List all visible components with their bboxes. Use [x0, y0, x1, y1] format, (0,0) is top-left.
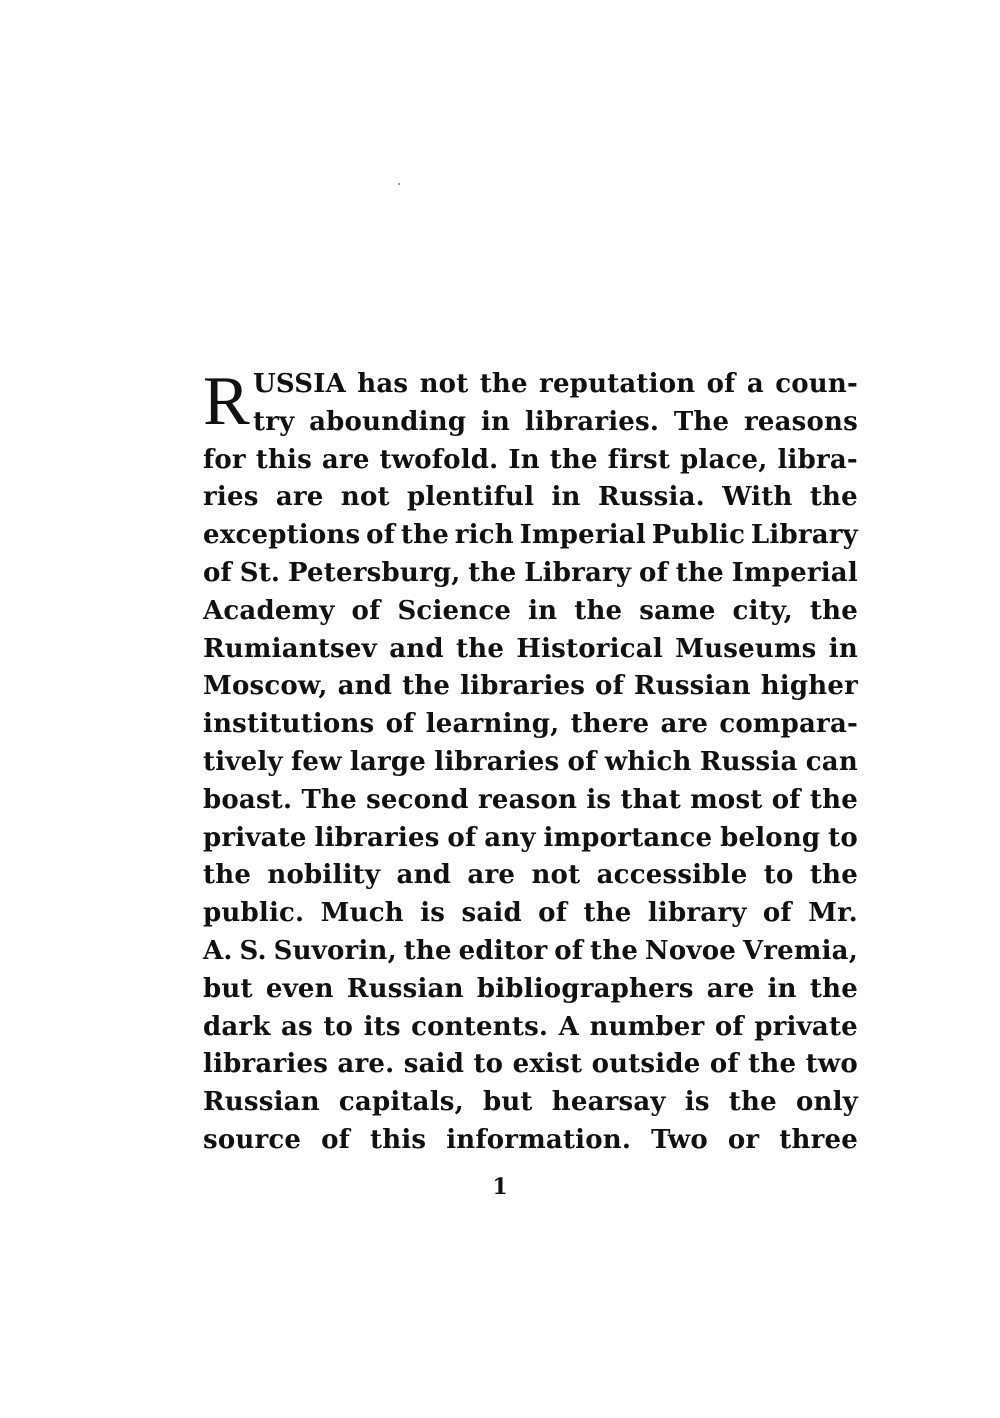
- word: boast.: [203, 784, 293, 815]
- word: source: [203, 1124, 302, 1155]
- word: outside: [591, 1049, 701, 1080]
- word: the: [728, 1087, 777, 1118]
- word: A: [558, 1011, 579, 1042]
- text-line: [203, 933, 858, 971]
- word: exceptions: [203, 520, 361, 551]
- page-speck: [398, 183, 400, 185]
- body-text: [203, 363, 858, 1160]
- word: the: [809, 595, 858, 626]
- word: of: [714, 1011, 744, 1042]
- word: private: [754, 1011, 858, 1042]
- word: public.: [203, 898, 305, 929]
- word: in: [528, 595, 558, 626]
- word: there: [570, 709, 650, 740]
- word: try: [253, 406, 295, 437]
- word: is: [684, 1087, 710, 1118]
- word: the: [590, 935, 639, 966]
- word: Two: [651, 1124, 708, 1155]
- word: not: [419, 369, 469, 399]
- word: Novoe: [644, 935, 737, 966]
- word: of: [351, 595, 381, 626]
- word: The: [673, 406, 730, 437]
- word: reason: [477, 784, 578, 815]
- word: libraries: [314, 822, 440, 853]
- word: Museums: [675, 633, 817, 664]
- word: the: [402, 671, 451, 702]
- word: the: [809, 860, 858, 891]
- text-line: [203, 442, 858, 480]
- word: private: [203, 822, 307, 853]
- word: the: [203, 860, 252, 891]
- word: of: [567, 746, 597, 777]
- word: but: [482, 1087, 533, 1118]
- word: of: [538, 898, 568, 929]
- word: of: [321, 1124, 351, 1155]
- word: USSIA: [253, 369, 346, 399]
- word: of: [771, 784, 801, 815]
- text-line: [203, 895, 858, 933]
- word: importance: [543, 822, 713, 853]
- word: has: [357, 369, 409, 399]
- word: are: [321, 444, 370, 475]
- word: the: [479, 369, 528, 399]
- word: libraries: [203, 1049, 329, 1080]
- word: any: [484, 822, 536, 853]
- word: S.: [239, 935, 267, 966]
- word: in: [828, 633, 858, 664]
- word: libraries: [434, 746, 560, 777]
- drop-cap: R: [203, 363, 250, 440]
- word: libraries: [460, 671, 586, 702]
- text-line: [203, 971, 858, 1009]
- word: this: [255, 444, 312, 475]
- word: and: [396, 860, 452, 891]
- word: to: [763, 860, 794, 891]
- word: Russian: [346, 973, 464, 1004]
- text-line: [203, 1084, 858, 1122]
- text-line: [203, 555, 858, 593]
- word: its: [363, 1011, 401, 1042]
- word: of: [709, 1049, 739, 1080]
- word: abounding: [309, 406, 467, 437]
- word: twofold.: [379, 444, 499, 475]
- word: the: [809, 973, 858, 1004]
- word: which: [604, 746, 692, 777]
- word: rich: [454, 520, 514, 551]
- word: of: [554, 935, 584, 966]
- word: second: [366, 784, 469, 815]
- word: and: [337, 671, 393, 702]
- word: capitals,: [338, 1087, 464, 1118]
- text-line: [203, 366, 858, 404]
- word: is: [420, 898, 446, 929]
- word: Library: [750, 520, 858, 551]
- word: few: [290, 746, 342, 777]
- word: and: [389, 633, 444, 664]
- word: Moscow,: [203, 671, 328, 702]
- word: hearsay: [551, 1087, 666, 1118]
- word: to: [323, 1011, 354, 1042]
- word: this: [370, 1124, 427, 1155]
- word: the: [468, 557, 517, 588]
- word: are: [660, 709, 709, 740]
- text-line: [203, 404, 858, 442]
- word: A.: [203, 935, 233, 966]
- word: most: [690, 784, 763, 815]
- word: to: [473, 1049, 504, 1080]
- word: Imperial: [519, 520, 646, 551]
- word: in: [767, 973, 797, 1004]
- word: editor: [458, 935, 548, 966]
- word: not: [531, 860, 581, 891]
- word: contents.: [411, 1011, 549, 1042]
- word: city,: [732, 595, 793, 626]
- word: Russia: [699, 746, 798, 777]
- word: tively: [203, 746, 283, 777]
- word: dark: [203, 1011, 271, 1042]
- word: of: [447, 822, 477, 853]
- word: said: [403, 1049, 465, 1080]
- text-line: [203, 782, 858, 820]
- word: learning,: [425, 709, 560, 740]
- text-line: [203, 1046, 858, 1084]
- word: the: [809, 784, 858, 815]
- text-line: [203, 593, 858, 631]
- word: St.: [239, 557, 281, 588]
- page-number: 1: [492, 1174, 508, 1200]
- text-line: [203, 857, 858, 895]
- word: the: [400, 520, 449, 551]
- text-line: [203, 517, 858, 555]
- word: higher: [760, 671, 858, 702]
- word: the: [809, 482, 858, 513]
- word: Academy: [203, 595, 335, 626]
- word: the: [583, 898, 632, 929]
- word: can: [805, 746, 858, 777]
- word: of: [706, 369, 736, 399]
- word: Petersburg,: [287, 557, 461, 588]
- word: plentiful: [407, 482, 535, 513]
- word: as: [281, 1011, 313, 1042]
- word: even: [265, 973, 334, 1004]
- text-line: [203, 820, 858, 858]
- word: large: [349, 746, 427, 777]
- word: of: [595, 671, 624, 702]
- word: or: [727, 1124, 760, 1155]
- word: information.: [446, 1124, 632, 1155]
- word: the: [574, 595, 623, 626]
- word: of: [639, 557, 668, 588]
- word: in: [551, 482, 581, 513]
- word: first: [607, 444, 671, 475]
- word: the: [675, 557, 724, 588]
- word: same: [639, 595, 716, 626]
- word: reasons: [743, 406, 858, 437]
- word: the: [748, 1049, 797, 1080]
- word: Vremia,: [742, 935, 858, 966]
- word: belong: [720, 822, 821, 853]
- text-line: [203, 668, 858, 706]
- word: Much: [320, 898, 404, 929]
- word: the: [456, 633, 505, 664]
- word: Russian: [203, 1087, 320, 1118]
- word: Russia.: [597, 482, 705, 513]
- word: is: [586, 784, 612, 815]
- word: nobility: [267, 860, 381, 891]
- text-line: [203, 1009, 858, 1047]
- word: Library: [524, 557, 632, 588]
- word: coun-: [775, 369, 858, 399]
- word: Public: [651, 520, 746, 551]
- word: the: [403, 935, 452, 966]
- word: of: [762, 898, 792, 929]
- text-line: [203, 744, 858, 782]
- text-line: [203, 706, 858, 744]
- word: are: [467, 860, 516, 891]
- text-line: [203, 1122, 858, 1160]
- word: library: [647, 898, 747, 929]
- word: are: [706, 973, 755, 1004]
- word: institutions: [203, 709, 375, 740]
- word: only: [795, 1087, 858, 1118]
- word: of: [203, 557, 232, 588]
- text-line: [203, 631, 858, 669]
- word: a: [746, 369, 764, 399]
- word: of: [366, 520, 396, 551]
- word: bibliographers: [476, 973, 694, 1004]
- word: With: [722, 482, 793, 513]
- word: for: [203, 444, 246, 475]
- word: Mr.: [808, 898, 858, 929]
- word: Rumiantsev: [203, 633, 377, 664]
- word: accessible: [596, 860, 748, 891]
- text-line: [203, 479, 858, 517]
- word: three: [779, 1124, 858, 1155]
- word: place,: [680, 444, 768, 475]
- word: compara-: [719, 709, 858, 740]
- word: Suvorin,: [273, 935, 397, 966]
- word: but: [203, 973, 253, 1004]
- word: In: [508, 444, 540, 475]
- word: in: [480, 406, 511, 437]
- word: reputation: [539, 369, 696, 399]
- word: are: [275, 482, 324, 513]
- word: Imperial: [731, 557, 858, 588]
- word: two: [805, 1049, 858, 1080]
- word: said: [461, 898, 522, 929]
- word: libra-: [777, 444, 858, 475]
- word: the: [549, 444, 598, 475]
- word: ries: [203, 482, 259, 513]
- word: of: [385, 709, 415, 740]
- word: that: [620, 784, 682, 815]
- word: The: [301, 784, 357, 815]
- word: Science: [397, 595, 512, 626]
- word: Russian: [633, 671, 751, 702]
- word: to: [828, 822, 858, 853]
- word: number: [589, 1011, 705, 1042]
- word: exist: [512, 1049, 583, 1080]
- word: not: [340, 482, 390, 513]
- word: Historical: [516, 633, 663, 664]
- word: libraries.: [524, 406, 660, 437]
- word: are.: [337, 1049, 395, 1080]
